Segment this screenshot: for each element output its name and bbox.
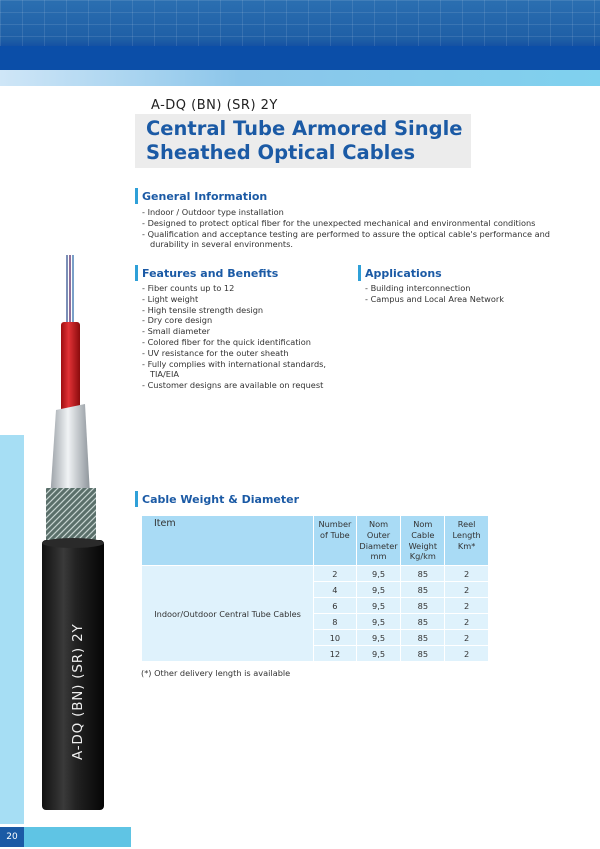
cable-spec-table — [141, 515, 489, 662]
list-item: - Dry core design — [142, 315, 357, 326]
page-title — [146, 117, 463, 165]
section-marker — [358, 265, 361, 281]
table-cell: 85 — [401, 598, 445, 614]
section-marker — [135, 491, 138, 507]
table-cell: 9,5 — [356, 566, 401, 582]
list-item: - Customer designs are available on request — [142, 380, 357, 391]
general-list — [142, 207, 587, 250]
table-cell: 85 — [401, 630, 445, 646]
table-cell: 10 — [314, 630, 356, 646]
table-cell: 2 — [445, 646, 489, 662]
applications-list — [365, 283, 585, 305]
column-header: Number of Tube — [314, 516, 356, 566]
table-cell: 2 — [445, 630, 489, 646]
list-item: - Colored fiber for the quick identification — [142, 337, 357, 348]
list-item: - Building interconnection — [365, 283, 585, 294]
table-cell: 9,5 — [356, 598, 401, 614]
item-description: Indoor/Outdoor Central Tube Cables — [142, 566, 314, 662]
page-number: 20 — [0, 827, 24, 847]
general-heading: General Information — [142, 190, 268, 203]
list-item: - Fully complies with international standards, TIA/EIA — [142, 359, 357, 381]
table-cell: 9,5 — [356, 582, 401, 598]
table-cell: 2 — [445, 566, 489, 582]
table-cell: 2 — [445, 582, 489, 598]
features-heading: Features and Benefits — [142, 267, 279, 280]
column-header: Reel Length Km* — [445, 516, 489, 566]
table-cell: 9,5 — [356, 646, 401, 662]
column-header: Nom Cable Weight Kg/km — [401, 516, 445, 566]
list-item: - Campus and Local Area Network — [365, 294, 585, 305]
product-code: A-DQ (BN) (SR) 2Y — [151, 98, 278, 113]
cable-weight-heading: Cable Weight & Diameter — [142, 493, 300, 506]
table-row — [142, 566, 489, 582]
table-header-row — [142, 516, 489, 566]
table-cell: 9,5 — [356, 614, 401, 630]
column-header: Nom Outer Diameter mm — [356, 516, 401, 566]
title-line-1: Central Tube Armored Single — [146, 117, 463, 140]
table-cell: 2 — [314, 566, 356, 582]
jacket-end — [42, 538, 104, 548]
section-marker — [135, 188, 138, 204]
cable-print-label: A-DQ (BN) (SR) 2Y — [70, 623, 86, 760]
table-cell: 2 — [445, 598, 489, 614]
list-item: - Indoor / Outdoor type installation — [142, 207, 587, 218]
table-cell: 85 — [401, 582, 445, 598]
red-buffer-tube — [61, 322, 80, 412]
table-cell: 85 — [401, 646, 445, 662]
list-item: - UV resistance for the outer sheath — [142, 348, 357, 359]
table-cell: 9,5 — [356, 630, 401, 646]
features-list — [142, 283, 357, 391]
list-item: - Qualification and acceptance testing are performed to assure the optical cable's performance and durability in several environments. — [142, 229, 587, 251]
column-header: Item — [142, 516, 314, 566]
table-cell: 12 — [314, 646, 356, 662]
table-footnote: (*) Other delivery length is available — [141, 668, 291, 678]
wrapping-tape — [50, 404, 90, 500]
list-item: - Small diameter — [142, 326, 357, 337]
list-item: - Designed to protect optical fiber for the unexpected mechanical and environmental conditions — [142, 218, 587, 229]
table-cell: 4 — [314, 582, 356, 598]
section-marker — [135, 265, 138, 281]
list-item: - Light weight — [142, 294, 357, 305]
table-cell: 8 — [314, 614, 356, 630]
table-cell: 6 — [314, 598, 356, 614]
armor-braid — [46, 488, 96, 546]
table-cell: 2 — [445, 614, 489, 630]
applications-heading: Applications — [365, 267, 442, 280]
title-line-2: Sheathed Optical Cables — [146, 141, 416, 164]
footer-strip — [24, 827, 131, 847]
list-item: - Fiber counts up to 12 — [142, 283, 357, 294]
list-item: - High tensile strength design — [142, 305, 357, 316]
table-cell: 85 — [401, 566, 445, 582]
table-cell: 85 — [401, 614, 445, 630]
